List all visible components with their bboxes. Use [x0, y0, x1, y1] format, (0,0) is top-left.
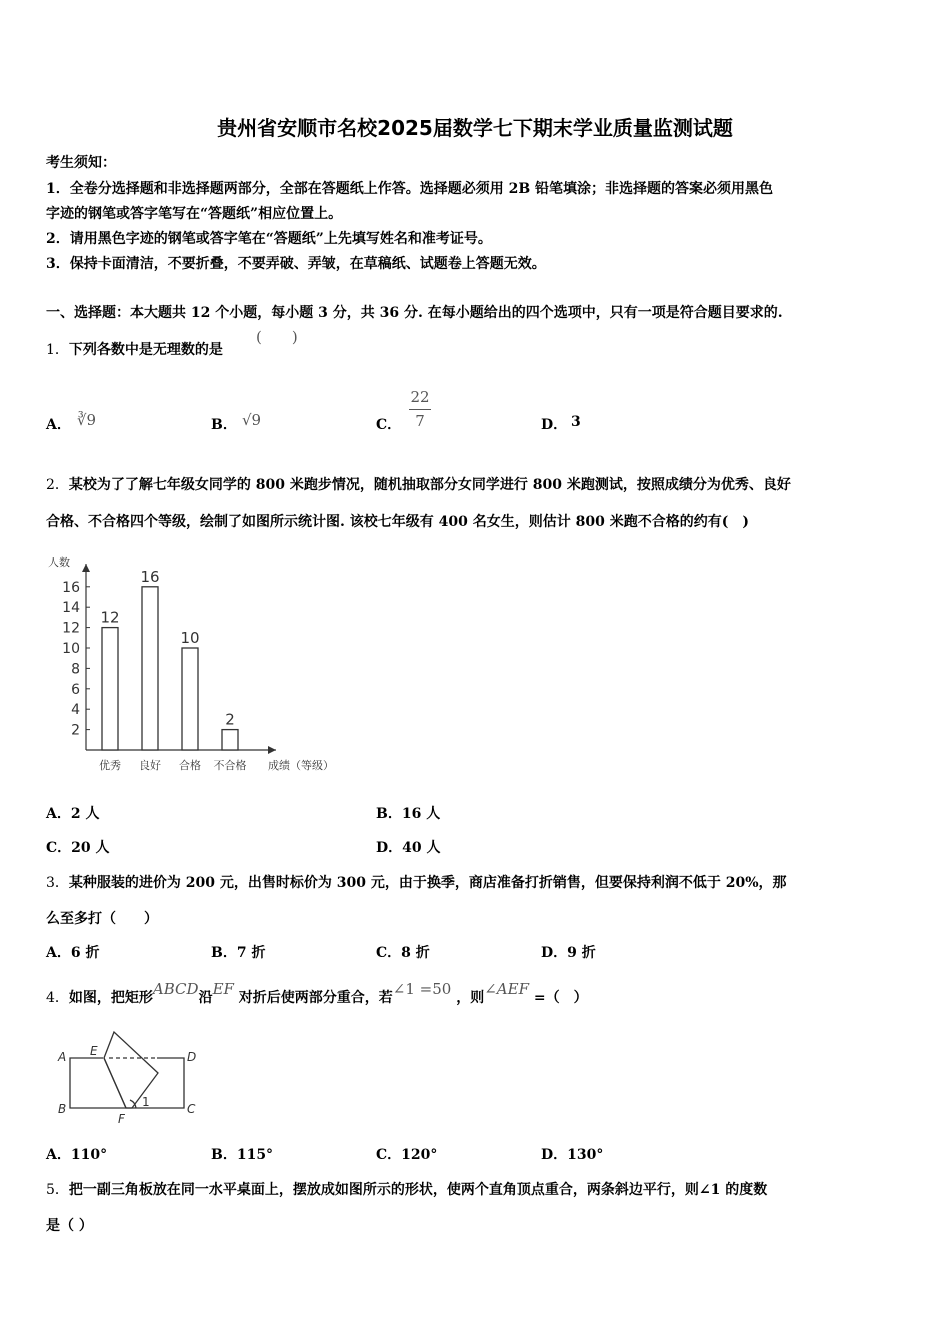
notice-item-3: 3．保持卡面清洁，不要折叠，不要弄破、弄皱，在草稿纸、试题卷上答题无效。: [46, 256, 546, 272]
bar: [102, 628, 118, 750]
bar-data-label: 10: [180, 629, 200, 647]
q4-option-c: C．120°: [376, 1147, 438, 1163]
y-axis-arrow: [82, 564, 90, 572]
q3-option-c: C．8 折: [376, 945, 430, 961]
q3-option-b: B．7 折: [211, 945, 266, 961]
bar-data-label: 2: [225, 710, 235, 729]
q1-option-a-label: A．: [46, 417, 71, 433]
category-label: 合格: [179, 759, 201, 772]
question-4-text-4: ，则: [456, 990, 485, 1006]
label-d: D: [187, 1050, 197, 1064]
q1-option-d-label: D．: [541, 417, 568, 433]
notice-heading: 考生须知：: [46, 155, 116, 171]
question-4-math-angle1: ∠1 =50: [392, 980, 452, 998]
bar-data-label: 16: [140, 567, 160, 586]
question-3: [46, 872, 787, 892]
bar: [222, 730, 238, 750]
section-1-heading: 一、选择题：本大题共 12 个小题，每小题 3 分，共 36 分. 在每小题给出的四个选项中，只有一项是符合题目要求的.: [46, 305, 783, 321]
label-a: A: [58, 1050, 67, 1064]
bar-chart: [40, 550, 360, 782]
question-3-line-2: 么至多打（ ）: [46, 911, 158, 927]
notice-item-2: 2．请用黑色字迹的钢笔或答字笔在“答题纸”上先填写姓名和准考证号。: [46, 231, 492, 247]
notice-item-1: 1．全卷分选择题和非选择题两部分，全部在答题纸上作答。选择题必须用 2B 铅笔填涂；非选择题的答案必须用黑色: [46, 181, 774, 197]
q2-option-a: A．2 人: [46, 806, 100, 822]
question-2-line-2: 合格、不合格四个等级，绘制了如图所示统计图. 该校七年级有 400 名女生，则估计 800 米跑不合格的约有( ): [46, 514, 749, 530]
question-2-line-1: 某校为了了解七年级女同学的 800 米跑步情况，随机抽取部分女同学进行 800 米跑测试，按照成绩分为优秀、良好: [68, 477, 791, 493]
bar: [142, 587, 158, 750]
chart-bars: [102, 587, 238, 750]
question-2-number: 2．: [46, 477, 69, 493]
rectangle-fold-figure: [54, 1030, 214, 1130]
y-tick-label: 6: [71, 681, 80, 698]
question-4-text-1: 如图，把矩形: [68, 990, 153, 1006]
label-e: E: [90, 1044, 98, 1058]
question-4-text-5: =（ ）: [533, 990, 588, 1006]
y-tick-label: 10: [62, 641, 80, 657]
label-c: C: [187, 1102, 196, 1116]
bar-data-label: 12: [100, 608, 120, 627]
question-4-math-abcd: ABCD: [152, 980, 199, 998]
label-b: B: [58, 1102, 67, 1116]
label-angle-1: 1: [142, 1095, 150, 1109]
x-axis-title: 成绩（等级）: [268, 759, 334, 772]
folded-flap: [104, 1032, 158, 1108]
question-1: [46, 339, 223, 359]
question-4-math-angle-aef: ∠AEF: [484, 980, 529, 998]
question-5-line-1: 把一副三角板放在同一水平桌面上，摆放成如图所示的形状，使两个直角顶点重合，两条斜边平行，则∠1 的度数: [68, 1182, 768, 1198]
y-axis-title: 人数: [48, 556, 70, 569]
question-3-line-1: 某种服装的进价为 200 元，出售时标价为 300 元，由于换季，商店准备打折销售，但要保持利润不低于 20%，那: [68, 875, 787, 891]
question-4: [46, 980, 588, 1007]
exam-title: 贵州省安顺市名校2025届数学七下期末学业质量监测试题: [217, 116, 733, 140]
q3-option-d: D．9 折: [541, 945, 596, 961]
x-axis-arrow: [268, 746, 276, 754]
question-1-number: 1．: [46, 342, 69, 358]
y-tick-label: 16: [62, 579, 80, 596]
question-1-paren: ( ): [256, 328, 298, 346]
q1-option-d-value: 3: [571, 414, 581, 430]
notice-item-1-cont: 字迹的钢笔或答字笔写在“答题纸”相应位置上。: [46, 206, 343, 222]
q1-option-c-denominator: 7: [415, 412, 425, 430]
question-4-number: 4．: [46, 990, 69, 1006]
y-tick-label: 2: [71, 722, 80, 739]
q3-option-a: A．6 折: [46, 945, 100, 961]
question-4-math-ef: EF: [212, 980, 234, 998]
category-label: 优秀: [99, 759, 121, 772]
question-3-number: 3．: [46, 875, 69, 891]
question-1-text: 下列各数中是无理数的是: [68, 342, 223, 358]
y-tick-label: 4: [71, 702, 80, 719]
question-2: [46, 474, 791, 494]
question-5-number: 5．: [46, 1182, 69, 1198]
question-5: [46, 1179, 767, 1199]
q2-option-b: B．16 人: [376, 806, 441, 822]
category-label: 良好: [139, 759, 161, 772]
y-tick-label: 14: [62, 600, 80, 617]
rect-outline-left: [70, 1058, 184, 1108]
q1-option-c-numerator: 22: [410, 388, 430, 406]
question-4-text-3: 对折后使两部分重合，若: [238, 990, 393, 1006]
q1-option-a-value: ∛9: [77, 411, 97, 429]
question-5-line-2: 是（ ）: [46, 1218, 93, 1234]
q1-option-b-label: B．: [211, 417, 237, 433]
category-label: 不合格: [213, 759, 247, 772]
q4-option-a: A．110°: [46, 1147, 108, 1163]
q1-option-c-label: C．: [376, 417, 402, 433]
q4-option-d: D．130°: [541, 1147, 604, 1163]
q2-option-d: D．40 人: [376, 840, 441, 856]
y-tick-label: 8: [71, 661, 80, 678]
q4-option-b: B．115°: [211, 1147, 274, 1163]
y-tick-label: 12: [62, 620, 80, 637]
bar: [182, 648, 198, 750]
question-4-text-2: 沿: [198, 990, 213, 1006]
label-f: F: [118, 1112, 125, 1126]
q2-option-c: C．20 人: [46, 840, 110, 856]
q1-option-c-fraction-bar: [409, 409, 431, 410]
q1-option-b-value: √9: [242, 411, 262, 429]
